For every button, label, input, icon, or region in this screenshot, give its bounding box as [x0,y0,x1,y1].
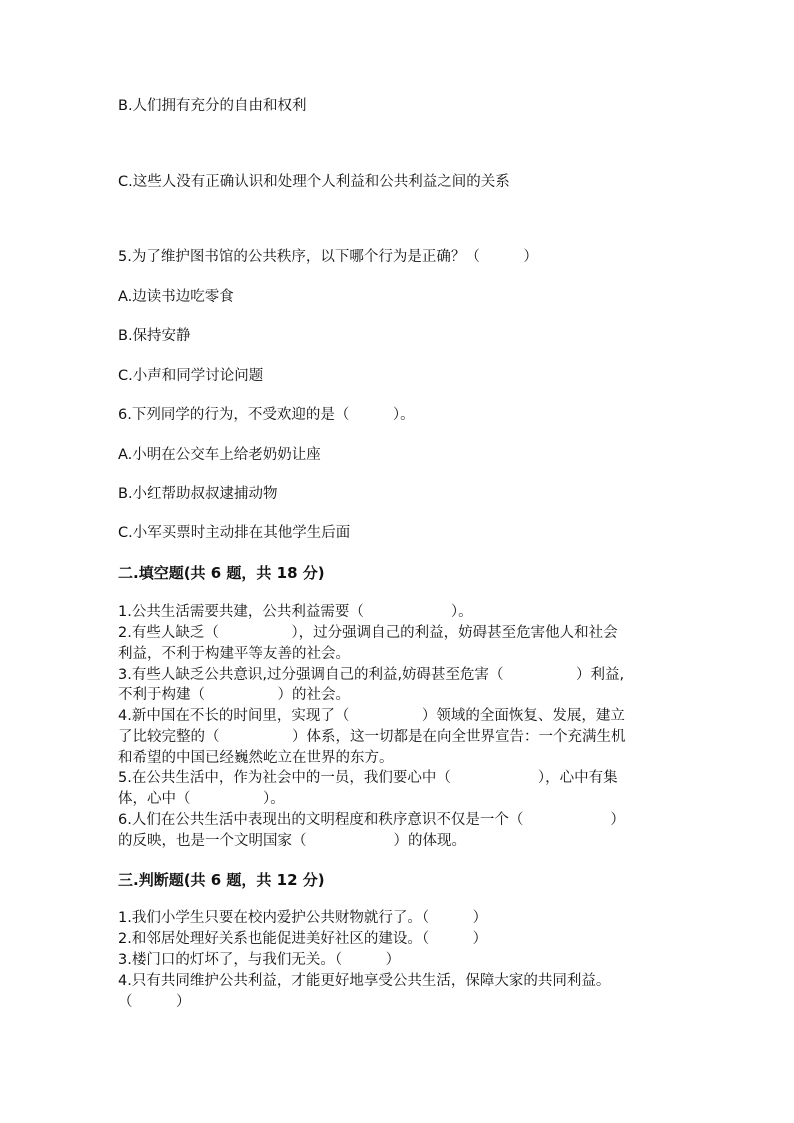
q5-stem: 5.为了维护图书馆的公共秩序，以下哪个行为是正确？（ ） [118,249,538,265]
judge-line-4: 4.只有共同维护公共利益，才能更好地享受公共生活，保障大家的共同利益。 [118,973,611,989]
judge-line-2: 2.和邻居处理好关系也能促进美好社区的建设。（ ） [118,931,488,947]
judge-line-3: 3.楼门口的灯坏了，与我们无关。（ ） [118,952,401,968]
q4-option-c: C.这些人没有正确认识和处理个人利益和公共利益之间的关系 [118,174,510,190]
fill-line-2: 2.有些人缺乏（ ），过分强调自己的利益，妨碍甚至危害他人和社会 [118,625,618,641]
fill-line-4: 3.有些人缺乏公共意识,过分强调自己的利益,妨碍甚至危害（ ）利益, [118,667,625,683]
section-title-fill-blanks: 二.填空题(共 6 题，共 18 分) [118,564,325,582]
q6-option-a: A.小明在公交车上给老奶奶让座 [118,447,321,463]
fill-line-6: 4.新中国在不长的时间里，实现了（ ）领域的全面恢复、发展，建立 [118,708,625,724]
q5-option-c: C.小声和同学讨论问题 [118,368,264,384]
fill-line-3: 利益，不利于构建平等友善的社会。 [118,646,350,662]
judge-line-5: （ ） [118,994,191,1010]
judge-line-1: 1.我们小学生只要在校内爱护公共财物就行了。（ ） [118,910,488,926]
q6-option-c: C.小军买票时主动排在其他学生后面 [118,525,351,541]
fill-line-7: 了比较完整的（ ）体系，这一切都是在向全世界宣告：一个充满生机 [118,729,626,745]
q6-option-b: B.小红帮助叔叔逮捕动物 [118,486,278,502]
fill-line-11: 6.人们在公共生活中表现出的文明程度和秩序意识不仅是一个（ ） [118,812,625,828]
q6-stem: 6.下列同学的行为，不受欢迎的是（ ）。 [118,407,415,423]
section-title-true-false: 三.判断题(共 6 题，共 12 分) [118,871,325,889]
fill-line-8: 和希望的中国已经巍然屹立在世界的东方。 [118,750,394,766]
fill-line-5: 不利于构建（ ）的社会。 [118,687,350,703]
fill-line-9: 5.在公共生活中，作为社会中的一员，我们要心中（ ），心中有集 [118,770,618,786]
q4-option-b: B.人们拥有充分的自由和权利 [118,98,307,114]
fill-line-12: 的反映，也是一个文明国家（ ）的体现。 [118,833,466,849]
fill-line-1: 1.公共生活需要共建，公共利益需要（ ）。 [118,604,473,620]
q5-option-b: B.保持安静 [118,328,191,344]
q5-option-a: A.边读书边吃零食 [118,289,234,305]
fill-line-10: 体，心中（ ）。 [118,791,285,807]
